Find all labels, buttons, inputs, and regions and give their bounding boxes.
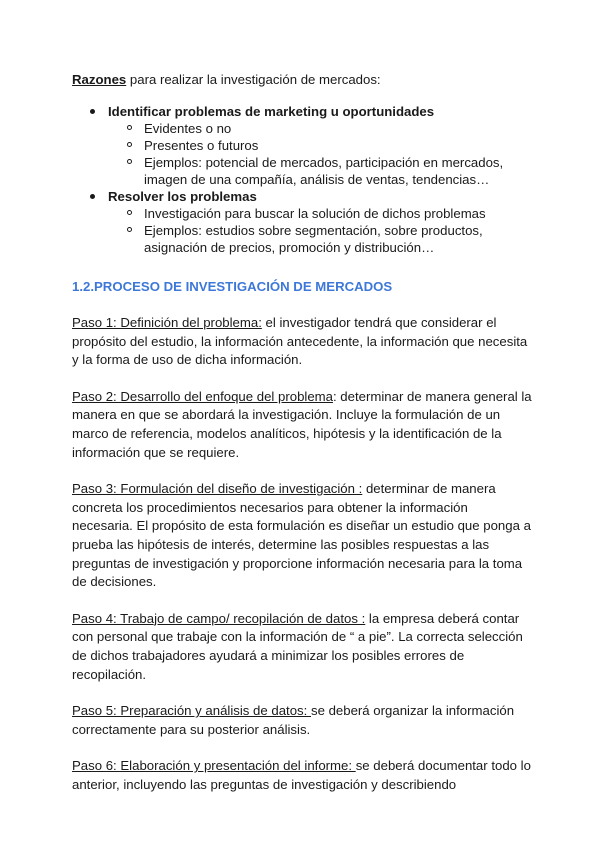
- step-text: : determinar de manera general la manera en que se abordará la investigación. Incluye la formulación de un marco de referencia, modelos analíticos, hipótesis y la identificación de la información que se requiere.: [72, 388, 532, 460]
- step-text: determinar de manera concreta los procedimientos necesarios para obtener la información necesaria. El propósito de esta formulación es diseñar un estudio que ponga a prueba las hipótesis de interés, determine las posibles respuestas a las preguntas de investigación y proporcione información necesaria para la toma de decisiones.: [72, 481, 531, 590]
- document-page: [72, 71, 532, 812]
- step-paragraph: [72, 702, 532, 739]
- sub-list-item: Presentes o futuros: [108, 137, 532, 154]
- step-text: se deberá documentar todo lo anterior, incluyendo las preguntas de investigación y describiendo: [72, 758, 531, 792]
- intro-paragraph: [72, 71, 532, 89]
- sub-list-item: Ejemplos: estudios sobre segmentación, sobre productos, asignación de precios, promoción y distribución…: [108, 222, 532, 256]
- reasons-list: [72, 103, 532, 256]
- list-item: [72, 188, 532, 256]
- list-item: [72, 103, 532, 188]
- intro-keyword: Razones: [72, 72, 127, 87]
- step-paragraph: [72, 610, 532, 684]
- section-heading: 1.2.PROCESO DE INVESTIGACIÓN DE MERCADOS: [72, 279, 393, 294]
- sub-list-item: Investigación para buscar la solución de dichos problemas: [108, 205, 532, 222]
- step-label: Paso 3: Formulación del diseño de investigación :: [72, 481, 363, 497]
- step-label: Paso 2: Desarrollo del enfoque del problema: [72, 388, 333, 404]
- step-label: Paso 1: Definición del problema:: [72, 315, 262, 330]
- step-paragraph: [72, 388, 532, 462]
- step-paragraph: [72, 757, 532, 794]
- intro-text: para realizar la investigación de mercados:: [126, 72, 381, 87]
- step-text: la empresa deberá contar con personal que trabaje con la información de “ a pie”. La correcta selección de dichos trabajadores ayudará a minimizar los posibles errores de recopilación.: [72, 610, 523, 682]
- step-paragraph: [72, 480, 532, 592]
- sub-list-item: Evidentes o no: [108, 120, 532, 137]
- step-text: el investigador tendrá que considerar el propósito del estudio, la información antecedente, la información que necesita y la forma de uso de dicha información.: [72, 315, 528, 368]
- sub-list: [108, 205, 532, 256]
- step-paragraph: [72, 314, 532, 370]
- step-label: Paso 6: Elaboración y presentación del informe:: [72, 758, 356, 774]
- step-text: se deberá organizar la información correctamente para su posterior análisis.: [72, 703, 515, 737]
- bullet-title: Resolver los problemas: [108, 189, 257, 204]
- sub-list: [108, 120, 532, 188]
- step-label: Paso 5: Preparación y análisis de datos:: [72, 703, 311, 719]
- sub-list-item: Ejemplos: potencial de mercados, participación en mercados, imagen de una compañía, análisis de ventas, tendencias…: [108, 154, 532, 188]
- bullet-title: Identificar problemas de marketing u oportunidades: [108, 104, 435, 119]
- step-label: Paso 4: Trabajo de campo/ recopilación de datos :: [72, 610, 366, 626]
